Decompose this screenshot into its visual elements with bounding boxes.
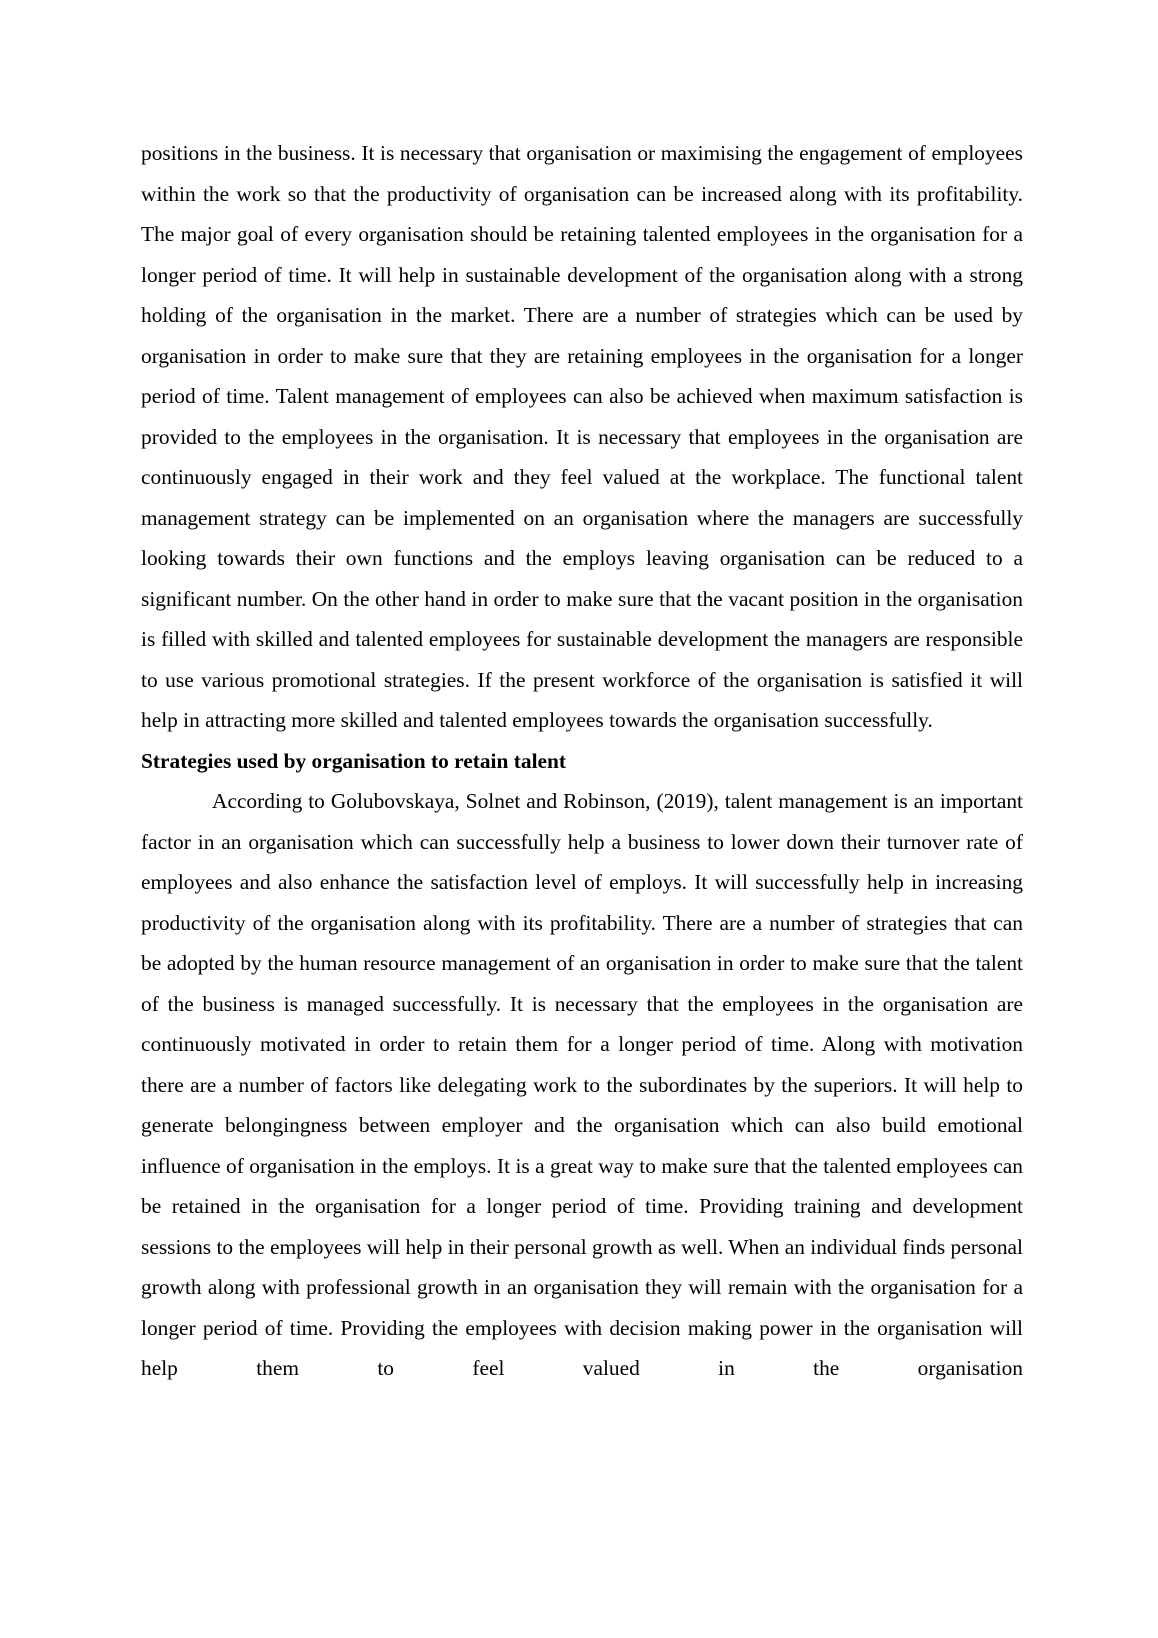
section-paragraph: According to Golubovskaya, Solnet and Robinson, (2019), talent management is an important factor in an organisation which can successfully help a business to lower down their turnover rate of employees and also enhance the satisfaction level of employs. It will successfully help in increasing productivity of the organisation along with its profitability. There are a number of strategies that can be adopted by the human resource management of an organisation in order to make sure that the talent of the business is managed successfully. It is necessary that the employees in the organisation are continuously motivated in order to retain them for a longer period of time. Along with motivation there are a number of factors like delegating work to the subordinates by the superiors. It will help to generate belongingness between employer and the organisation which can also build emotional influence of organisation in the employs. It is a great way to make sure that the talented employees can be retained in the organisation for a longer period of time. Providing training and development sessions to the employees will help in their personal growth as well. When an individual finds personal growth along with professional growth in an organisation they will remain with the organisation for a longer period of time. Providing the employees with decision making power in the organisation will help them to feel valued in the organisation bbox=[141, 789, 1023, 1380]
intro-paragraph: positions in the business. It is necessary that organisation or maximising the engagement of employees within the work so that the productivity of organisation can be increased along with its profitability. The major goal of every organisation should be retaining talented employees in the organisation for a longer period of time. It will help in sustainable development of the organisation along with a strong holding of the organisation in the market. There are a number of strategies which can be used by organisation in order to make sure that they are retaining employees in the organisation for a longer period of time. Talent management of employees can also be achieved when maximum satisfaction is provided to the employees in the organisation. It is necessary that employees in the organisation are continuously engaged in their work and they feel valued at the workplace. The functional talent management strategy can be implemented on an organisation where the managers are successfully looking towards their own functions and the employs leaving organisation can be reduced to a significant number. On the other hand in order to make sure that the vacant position in the organisation is filled with skilled and talented employees for sustainable development the managers are responsible to use various promotional strategies. If the present workforce of the organisation is satisfied it will help in attracting more skilled and talented employees towards the organisation successfully. bbox=[141, 141, 1023, 732]
page-content bbox=[141, 133, 1023, 1389]
section-heading: Strategies used by organisation to retain talent bbox=[141, 748, 567, 773]
